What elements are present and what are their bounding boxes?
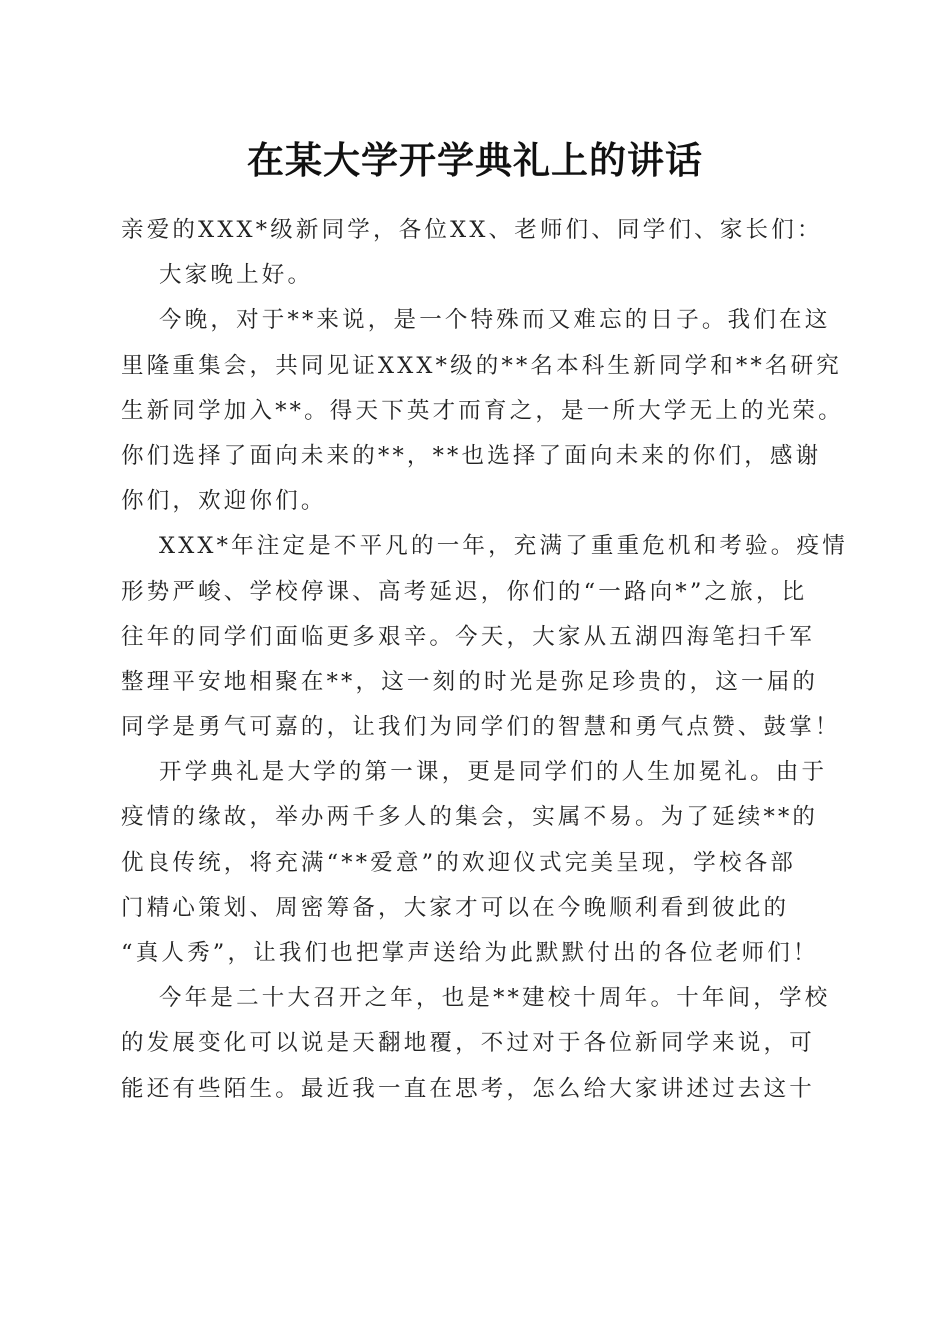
paragraph-line: 开学典礼是大学的第一课，更是同学们的人生加冕礼。由于 bbox=[159, 759, 828, 786]
paragraph-line: 能还有些陌生。最近我一直在思考，怎么给大家讲述过去这十 bbox=[121, 1075, 815, 1102]
document-body bbox=[121, 208, 848, 1112]
paragraph-line: 你们，欢迎你们。 bbox=[121, 488, 327, 515]
paragraph-line: 今年是二十大召开之年，也是**建校十周年。十年间，学校 bbox=[159, 985, 831, 1012]
paragraph-line: 里隆重集会，共同见证XXX*级的**名本科生新同学和**名研究 bbox=[121, 352, 843, 379]
paragraph-line: 门精心策划、周密筹备，大家才可以在今晚顺利看到彼此的 bbox=[121, 894, 790, 921]
paragraph-line: 今晚，对于**来说，是一个特殊而又难忘的日子。我们在这 bbox=[159, 307, 831, 334]
paragraph-line: 你们选择了面向未来的**，**也选择了面向未来的你们，感谢 bbox=[121, 442, 822, 469]
paragraph-line: 的发展变化可以说是天翻地覆，不过对于各位新同学来说，可 bbox=[121, 1030, 815, 1057]
paragraph-line: 往年的同学们面临更多艰辛。今天，大家从五湖四海笔扫千军 bbox=[121, 623, 815, 650]
greeting-line: 大家晚上好。 bbox=[159, 262, 314, 289]
paragraph-line: 优良传统，将充满“**爱意”的欢迎仪式完美呈现，学校各部 bbox=[121, 849, 797, 876]
paragraph-line: 疫情的缘故，举办两千多人的集会，实属不易。为了延续**的 bbox=[121, 804, 819, 831]
paragraph-line: 形势严峻、学校停课、高考延迟，你们的“一路向*”之旅，比 bbox=[121, 578, 808, 605]
salutation-line: 亲爱的XXX*级新同学，各位XX、老师们、同学们、家长们： bbox=[121, 217, 823, 243]
document-title: 在某大学开学典礼上的讲话 bbox=[247, 138, 703, 182]
paragraph-line: 同学是勇气可嘉的，让我们为同学们的智慧和勇气点赞、鼓掌！ bbox=[121, 714, 841, 741]
paragraph-line: “真人秀”，让我们也把掌声送给为此默默付出的各位老师们！ bbox=[121, 940, 819, 966]
paragraph-line: 生新同学加入**。得天下英才而育之，是一所大学无上的光荣。 bbox=[121, 397, 844, 424]
paragraph-line: XXX*年注定是不平凡的一年，充满了重重危机和考验。疫情 bbox=[159, 533, 848, 560]
paragraph-line: 整理平安地相聚在**，这一刻的时光是弥足珍贵的，这一届的 bbox=[121, 668, 819, 695]
